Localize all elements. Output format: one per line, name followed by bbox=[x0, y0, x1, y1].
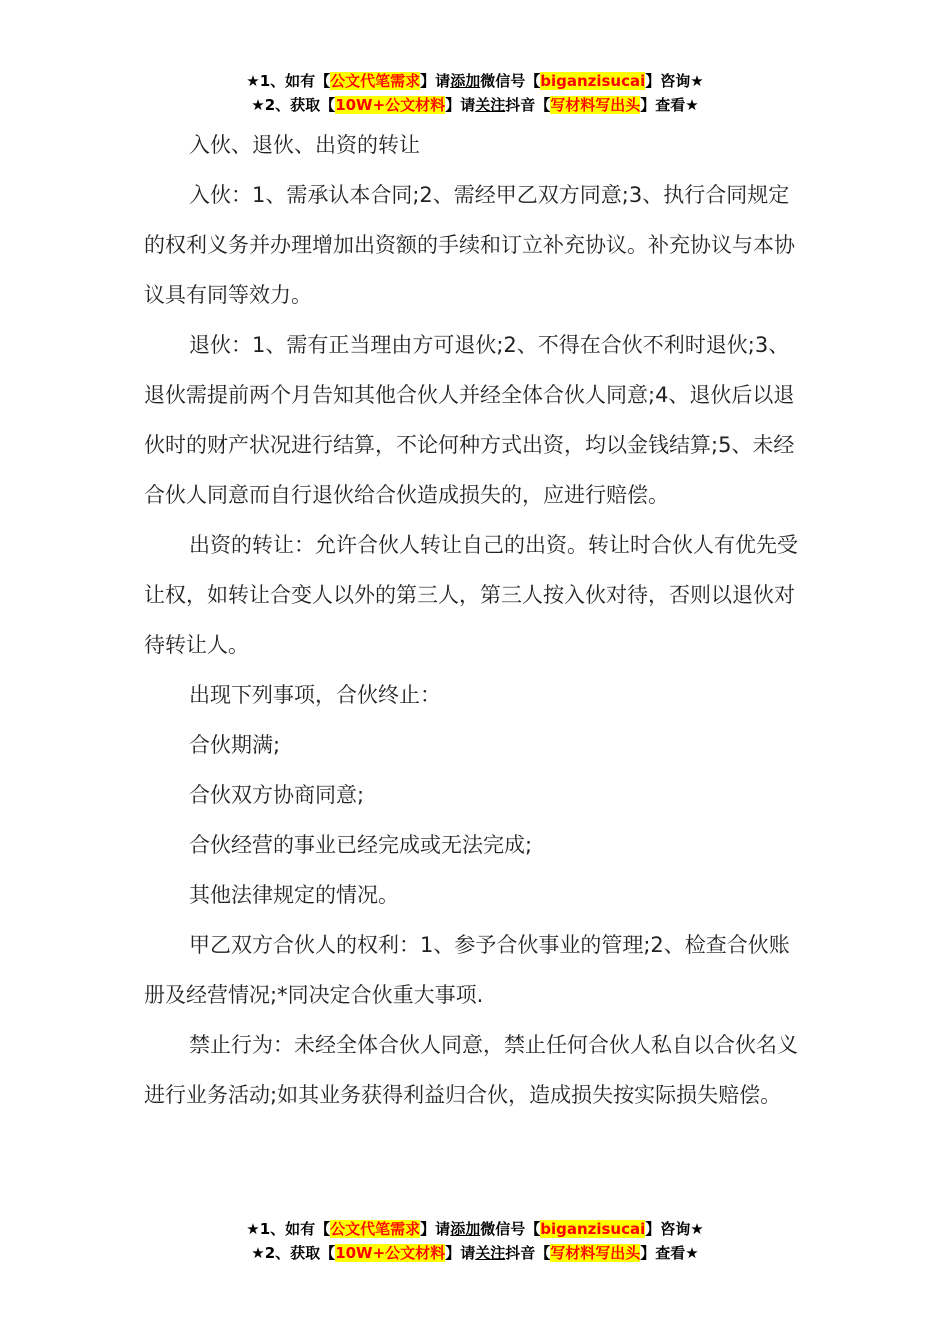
banner-text: 】请 bbox=[445, 1244, 476, 1262]
list-item: 合伙双方协商同意; bbox=[189, 783, 365, 807]
banner-text: 抖音【 bbox=[505, 1244, 551, 1262]
paragraph-withdrawal: 退伙：1、需有正当理由方可退伙;2、不得在合伙不利时退伙;3、退伙需提前两个月告知其他合伙人并经全体合伙人同意;4、退伙后以退伙时的财产状况进行结算，不论何种方式出资，均以金钱结算;5、未经合伙人同意而自行退伙给合伙造成损失的，应进行赔偿。 bbox=[144, 333, 795, 507]
underlined-text: 添加 bbox=[450, 1220, 481, 1238]
douyin-id-highlight: 写材料写出头 bbox=[550, 96, 641, 114]
highlight-text: 公文代笔需求 bbox=[330, 72, 421, 90]
banner-line-2 bbox=[0, 1241, 950, 1265]
document-body bbox=[144, 120, 808, 1120]
underlined-text: 关注 bbox=[475, 96, 506, 114]
banner-text: 】查看★ bbox=[640, 1244, 699, 1262]
banner-text: 微信号【 bbox=[480, 1220, 541, 1238]
highlight-text: 10W+公文材料 bbox=[335, 1244, 446, 1262]
douyin-id-highlight: 写材料写出头 bbox=[550, 1244, 641, 1262]
banner-text: 】查看★ bbox=[640, 96, 699, 114]
banner-text: 】请 bbox=[445, 96, 476, 114]
list-item: 其他法律规定的情况。 bbox=[189, 883, 399, 907]
banner-line-2 bbox=[0, 93, 950, 117]
banner-text: ★2、获取【 bbox=[251, 1244, 336, 1262]
underlined-text: 关注 bbox=[475, 1244, 506, 1262]
underlined-text: 添加 bbox=[450, 72, 481, 90]
highlight-text: 公文代笔需求 bbox=[330, 1220, 421, 1238]
banner-text: 】请 bbox=[420, 72, 451, 90]
paragraph-joining: 入伙：1、需承认本合同;2、需经甲乙双方同意;3、执行合同规定的权利义务并办理增加出资额的手续和订立补充协议。补充协议与本协议具有同等效力。 bbox=[144, 183, 795, 307]
paragraph-transfer: 出资的转让：允许合伙人转让自己的出资。转让时合伙人有优先受让权，如转让合变人以外的第三人，第三人按入伙对待，否则以退伙对待转让人。 bbox=[144, 533, 798, 657]
wechat-id-highlight: biganzisucai bbox=[540, 1220, 646, 1238]
banner-text: 】请 bbox=[420, 1220, 451, 1238]
banner-line-1 bbox=[0, 69, 950, 93]
list-item: 合伙经营的事业已经完成或无法完成; bbox=[189, 833, 533, 857]
wechat-id-highlight: biganzisucai bbox=[540, 72, 646, 90]
banner-text: 】咨询★ bbox=[645, 1220, 704, 1238]
banner-text: ★1、如有【 bbox=[246, 72, 331, 90]
footer-banner bbox=[0, 1217, 950, 1265]
highlight-text: 10W+公文材料 bbox=[335, 96, 446, 114]
banner-text: ★2、获取【 bbox=[251, 96, 336, 114]
section-heading: 入伙、退伙、出资的转让 bbox=[189, 133, 420, 157]
paragraph-prohibited: 禁止行为：未经全体合伙人同意，禁止任何合伙人私自以合伙名义进行业务活动;如其业务获得利益归合伙，造成损失按实际损失赔偿。 bbox=[144, 1033, 798, 1107]
list-item: 合伙期满; bbox=[189, 733, 281, 757]
header-banner bbox=[0, 69, 950, 117]
paragraph-rights: 甲乙双方合伙人的权利：1、参予合伙事业的管理;2、检查合伙账册及经营情况;*同决定合伙重大事项. bbox=[144, 933, 790, 1007]
banner-text: 微信号【 bbox=[480, 72, 541, 90]
banner-text: ★1、如有【 bbox=[246, 1220, 331, 1238]
paragraph-termination-intro: 出现下列事项，合伙终止： bbox=[189, 683, 441, 707]
banner-line-1 bbox=[0, 1217, 950, 1241]
banner-text: 】咨询★ bbox=[645, 72, 704, 90]
banner-text: 抖音【 bbox=[505, 96, 551, 114]
